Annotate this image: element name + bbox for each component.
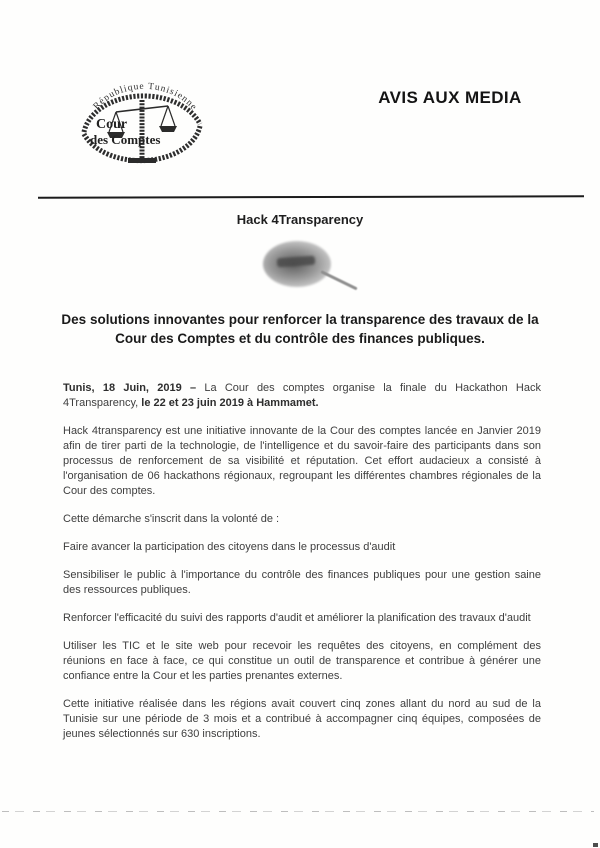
- logo-name-line1: Cour: [96, 117, 128, 132]
- dateline-body: La Cour des comptes organise la finale du Hackathon Hack 4Transparency,: [63, 382, 541, 409]
- logo-name-line2: des Comptes: [90, 132, 161, 147]
- stamp-logo-graphic: [76, 66, 206, 184]
- event-title: Hack 4Transparency: [236, 212, 364, 227]
- dateline-lead: Tunis, 18 Juin, 2019 –: [63, 382, 197, 394]
- scan-artifact-speck: [593, 843, 598, 847]
- paragraph-renforcer: Renforcer l'efficacité du suivi des rapports d'audit et améliorer la planification des travaux d'audit: [63, 612, 531, 624]
- paragraph-tic: Utiliser les TIC et le site web pour recevoir les requêtes des citoyens, en complément des réunions en face à face, ce qui constitue un outil de transparence et contribue à générer une confiance entre la Cour et les parties prenantes externes.: [63, 640, 541, 682]
- scan-artifact-line: [2, 811, 594, 812]
- magnifying-glass-image: [255, 238, 365, 298]
- dateline-paragraph: [63, 381, 541, 411]
- paragraph-sensibiliser: Sensibiliser le public à l'importance du contrôle des finances publiques pour une gestion saine des ressources publiques.: [63, 569, 541, 596]
- dateline-tail: le 22 et 23 juin 2019 à Hammamet.: [141, 397, 319, 409]
- paragraph-regions: Cette initiative réalisée dans les régions avait couvert cinq zones allant du nord au sud de la Tunisie sur une période de 3 mois et a contribué à accompagner cinq équipes, composées de jeunes sélectionnés sur 630 inscriptions.: [63, 698, 541, 740]
- logo-arc-text: République Tunisienne: [91, 81, 199, 113]
- press-release-title: AVIS AUX MEDIA: [378, 88, 522, 107]
- magnifying-glass-handle: [320, 270, 357, 290]
- header-divider-line: [38, 195, 584, 198]
- document-headline: Des solutions innovantes pour renforcer la transparence des travaux de la Cour des Comptes et du contrôle des finances publiques.: [61, 312, 539, 346]
- cour-des-comptes-logo: [76, 66, 206, 184]
- paragraph-volonte: Cette démarche s'inscrit dans la volonté de :: [63, 513, 280, 525]
- document-body: [63, 381, 541, 755]
- paragraph-participation: Faire avancer la participation des citoyens dans le processus d'audit: [63, 541, 396, 553]
- paragraph-initiative: Hack 4transparency est une initiative innovante de la Cour des comptes lancée en Janvier 2019 afin de tirer parti de la technologie, de l'intelligence et du savoir-faire des participants dans son processus de renforcement de sa visibilité et réputation. Cet effort audacieux a consisté à l'organisation de 06 hackathons régionaux, regroupant les différentes chambres régionales de la Cour des comptes.: [63, 425, 541, 497]
